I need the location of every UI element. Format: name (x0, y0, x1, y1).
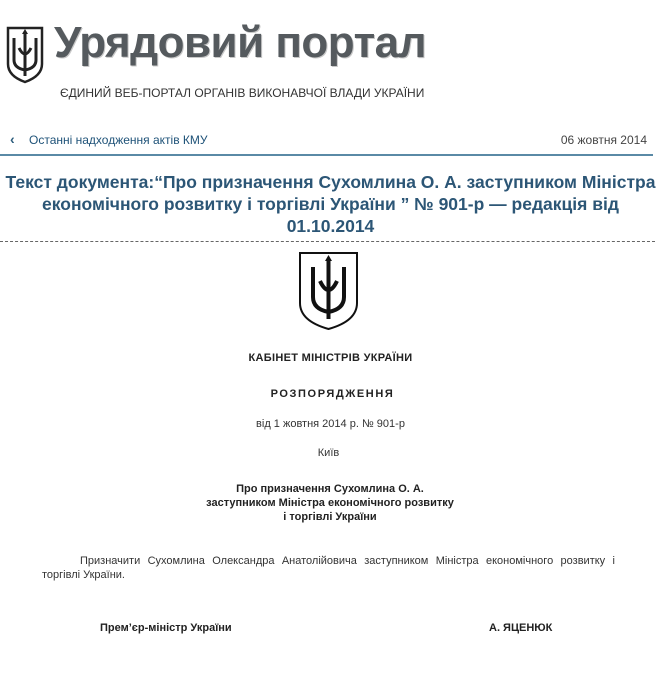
document-subject (160, 482, 500, 524)
signatory-position: Прем’єр-міністр України (100, 622, 232, 634)
document-city: Київ (317, 447, 340, 459)
document-body: Призначити Сухомлина Олександра Анатолійовича заступником Міністра економічного розвитку і торгівлі України. (42, 555, 615, 581)
portal-title[interactable]: Урядовий портал (54, 18, 427, 67)
chevron-left-icon[interactable]: ‹ (10, 131, 15, 147)
document-title: Текст документа:“Про призначення Сухомлина О. А. заступником Міністра економічного розвитку і торгівлі України ” № 901-р — редакція від 01.10.2014 (5, 172, 656, 236)
document-number: від 1 жовтня 2014 р. № 901-р (256, 418, 405, 430)
coat-of-arms-icon (298, 251, 359, 331)
latest-acts-link[interactable]: Останні надходження актів КМУ (29, 133, 208, 147)
document-type: РОЗПОРЯДЖЕННЯ (270, 388, 395, 400)
subject-line: заступником Міністра економічного розвитку (206, 497, 454, 509)
site-header (0, 0, 661, 110)
subject-line: Про призначення Сухомлина О. А. (236, 483, 424, 495)
subject-line: і торгівлі України (283, 511, 377, 523)
dashed-divider (0, 241, 655, 242)
signatory-name: А. ЯЦЕНЮК (489, 622, 553, 634)
publish-date: 06 жовтня 2014 (560, 133, 647, 147)
portal-subtitle: ЄДИНИЙ ВЕБ-ПОРТАЛ ОРГАНІВ ВИКОНАВЧОЇ ВЛАДИ УКРАЇНИ (60, 86, 425, 100)
trident-emblem-icon[interactable] (5, 26, 45, 84)
breadcrumb-bar (0, 128, 653, 156)
organization-name: КАБІНЕТ МІНІСТРІВ УКРАЇНИ (248, 352, 413, 364)
